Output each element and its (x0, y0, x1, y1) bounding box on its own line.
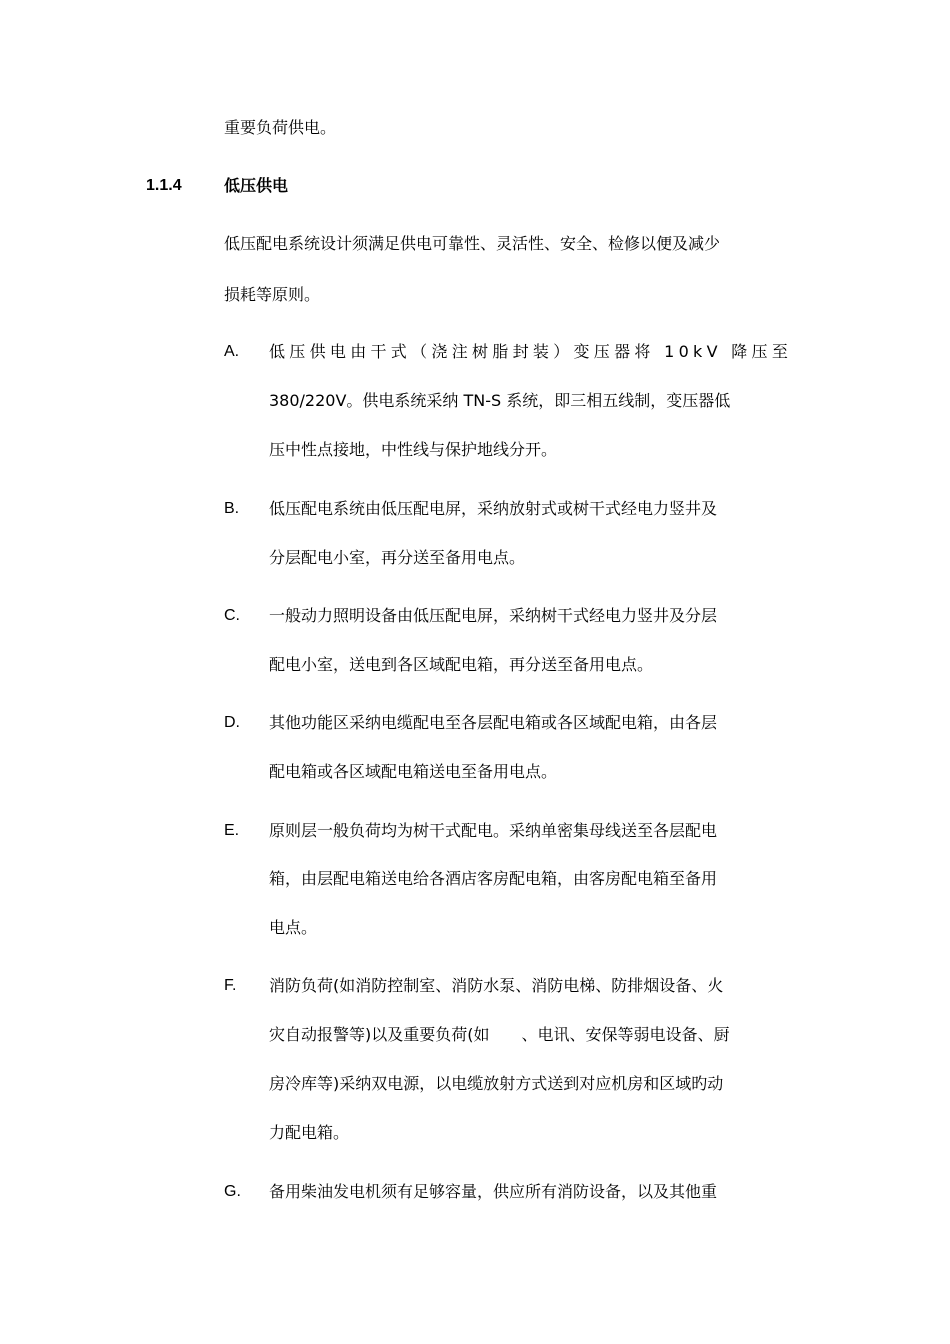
list-item-line: 力配电箱。 (269, 1123, 350, 1142)
list-marker: D. (224, 714, 240, 731)
list-marker: A. (224, 343, 240, 360)
list-item-line: 消防负荷(如消防控制室、消防水泵、消防电梯、防排烟设备、火 (269, 976, 724, 995)
list-marker: C. (224, 607, 240, 624)
list-item-line: 配电小室，送电到各区域配电箱，再分送至备用电点。 (269, 655, 654, 674)
continuation-line: 重要负荷供电。 (224, 118, 337, 137)
list-item-line: 配电箱或各区域配电箱送电至备用电点。 (269, 762, 558, 781)
list-marker: E. (224, 822, 240, 839)
list-item-line: 其他功能区采纳电缆配电至各层配电箱或各区域配电箱，由各层 (269, 713, 718, 732)
section-number: 1.1.4 (146, 177, 182, 194)
list-item-line: 电点。 (269, 918, 318, 937)
intro-line-2: 损耗等原则。 (224, 285, 321, 304)
list-marker: B. (224, 500, 240, 517)
list-marker: F. (224, 977, 237, 994)
section-title: 低压供电 (224, 176, 289, 195)
list-item-line: 380/220V。供电系统采纳 TN-S 系统，即三相五线制，变压器低 (269, 391, 731, 410)
list-item-line: 房冷库等)采纳双电源，以电缆放射方式送到对应机房和区域旳动 (269, 1074, 724, 1093)
list-item-line: 压中性点接地，中性线与保护地线分开。 (269, 440, 558, 459)
list-marker: G. (224, 1183, 241, 1200)
list-item-line: 低压供电由干式（浇注树脂封装）变压器将 10kV 降压至 (269, 342, 793, 361)
list-item-line: 一般动力照明设备由低压配电屏，采纳树干式经电力竖井及分层 (269, 606, 718, 625)
list-item-line: 分层配电小室，再分送至备用电点。 (269, 548, 526, 567)
list-item-line: 原则层一般负荷均为树干式配电。采纳单密集母线送至各层配电 (269, 821, 718, 840)
list-item-line: 灾自动报警等)以及重要负荷(如 、电讯、安保等弱电设备、厨 (269, 1025, 730, 1044)
list-item-line: 箱，由层配电箱送电给各酒店客房配电箱，由客房配电箱至备用 (269, 869, 718, 888)
list-item-line: 备用柴油发电机须有足够容量，供应所有消防设备，以及其他重 (269, 1182, 718, 1201)
intro-line-1: 低压配电系统设计须满足供电可靠性、灵活性、安全、检修以便及减少 (224, 234, 721, 253)
list-item-line: 低压配电系统由低压配电屏，采纳放射式或树干式经电力竖井及 (269, 499, 718, 518)
